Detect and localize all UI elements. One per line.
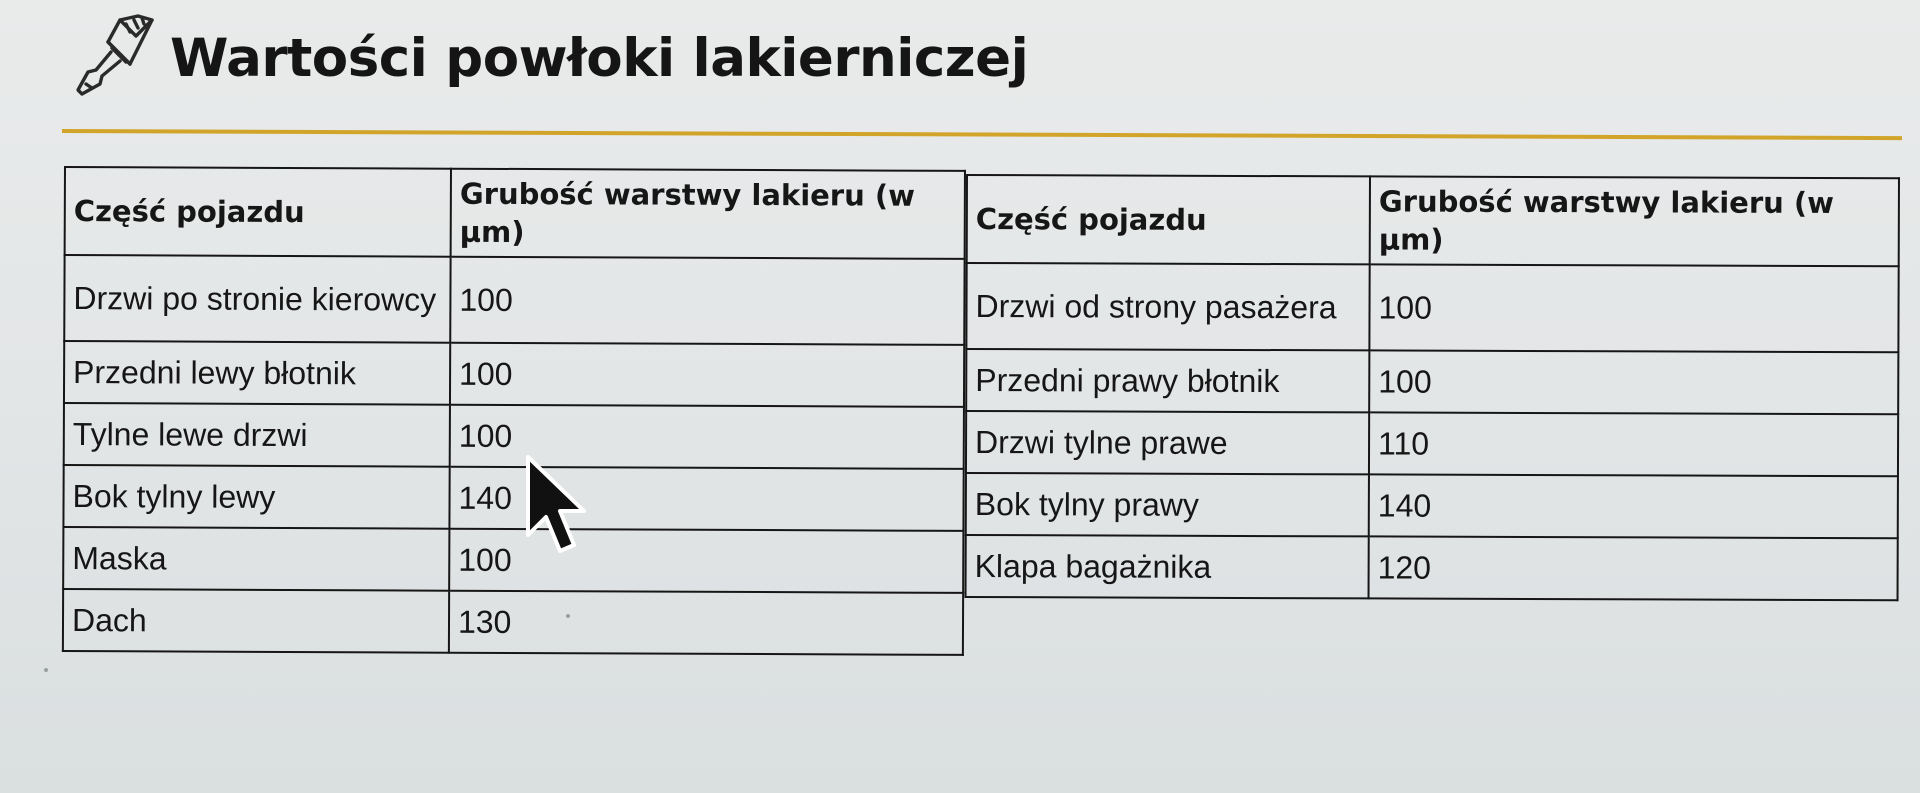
column-header-part: Część pojazdu bbox=[967, 175, 1370, 264]
paintbrush-icon bbox=[68, 12, 160, 104]
thickness-cell: 100 bbox=[1369, 264, 1898, 352]
part-cell: Bok tylny prawy bbox=[966, 473, 1369, 536]
table-row bbox=[966, 535, 1898, 600]
mouse-pointer-icon bbox=[524, 453, 586, 561]
part-cell: Maska bbox=[63, 527, 449, 591]
column-header-thickness: Grubość warstwy lakieru (w µm) bbox=[1370, 176, 1899, 266]
part-cell: Przedni lewy błotnik bbox=[64, 341, 450, 405]
thickness-cell: 110 bbox=[1369, 412, 1898, 476]
table-row bbox=[64, 403, 964, 469]
screen-speck bbox=[44, 668, 48, 672]
thickness-cell: 140 bbox=[449, 467, 963, 531]
paint-thickness-table-left bbox=[62, 166, 966, 656]
table-row bbox=[966, 263, 1898, 352]
thickness-cell: 120 bbox=[1369, 536, 1898, 600]
thickness-cell: 130 bbox=[449, 591, 963, 655]
table-row bbox=[966, 411, 1898, 476]
column-header-thickness: Grubość warstwy lakieru (w µm) bbox=[451, 169, 965, 259]
part-cell: Drzwi po stronie kierowcy bbox=[64, 255, 450, 343]
table-row bbox=[64, 341, 964, 407]
title-divider bbox=[62, 129, 1902, 140]
thickness-cell: 100 bbox=[450, 405, 964, 469]
screen-speck bbox=[566, 614, 570, 618]
part-cell: Drzwi od strony pasażera bbox=[966, 263, 1369, 350]
thickness-cell: 100 bbox=[450, 343, 964, 407]
table-row bbox=[966, 349, 1898, 414]
thickness-cell: 100 bbox=[449, 529, 963, 593]
table-header-row bbox=[65, 167, 965, 259]
part-cell: Przedni prawy błotnik bbox=[966, 349, 1369, 412]
table-row bbox=[63, 527, 963, 593]
part-cell: Drzwi tylne prawe bbox=[966, 411, 1369, 474]
table-row bbox=[966, 473, 1898, 538]
column-header-part: Część pojazdu bbox=[65, 167, 451, 257]
table-row bbox=[63, 589, 963, 655]
thickness-cell: 100 bbox=[1369, 350, 1898, 414]
table-header-row bbox=[967, 175, 1899, 266]
paint-thickness-table-right bbox=[965, 174, 1900, 601]
table-row bbox=[63, 465, 963, 531]
part-cell: Klapa bagażnika bbox=[966, 535, 1369, 598]
page-title: Wartości powłoki lakierniczej bbox=[170, 27, 1029, 89]
page-header bbox=[68, 12, 1028, 104]
part-cell: Tylne lewe drzwi bbox=[64, 403, 450, 467]
thickness-cell: 140 bbox=[1369, 474, 1898, 538]
part-cell: Bok tylny lewy bbox=[63, 465, 449, 529]
table-row bbox=[64, 255, 964, 345]
part-cell: Dach bbox=[63, 589, 449, 653]
thickness-cell: 100 bbox=[450, 257, 964, 345]
